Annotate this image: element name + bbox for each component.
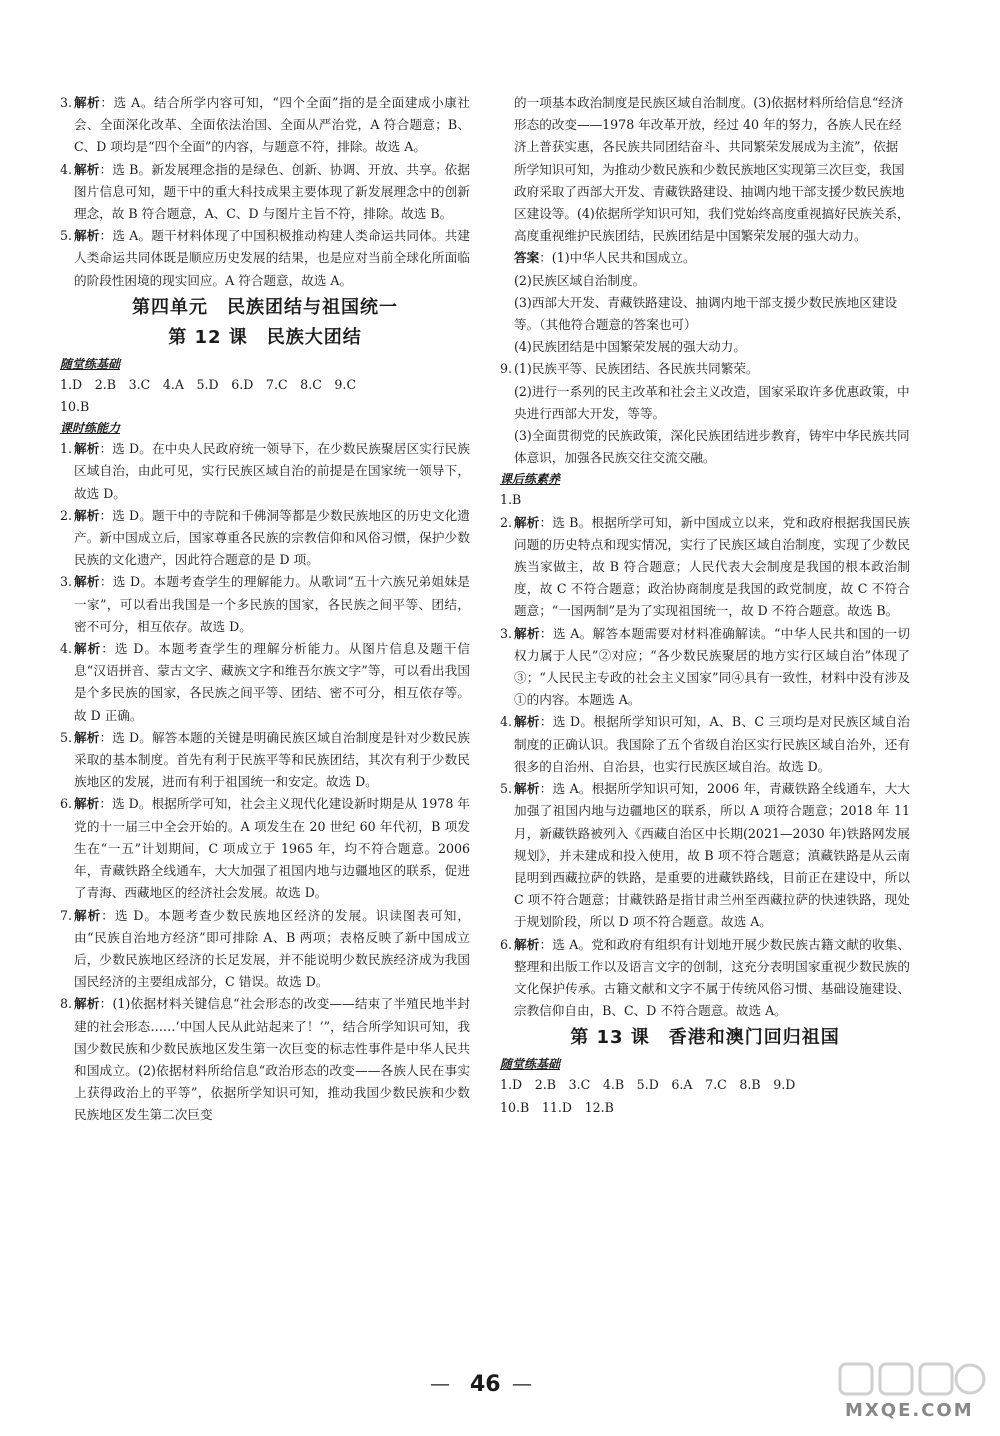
answer-key-line: 10.B 11.D 12.B — [500, 1099, 614, 1115]
explanation-item: 6. 解析：选 A。党和政府有组织有计划地开展少数民族古籍文献的收集、整理和出版工作以及语言文字的创制，这充分表明国家重视少数民族的文化保护传承。古籍文献和文字不属于传统风俗习惯、基础设施建设、宗教信仰自由，B、C、D 不符合题意。故选 A。 — [500, 936, 910, 1019]
lesson-13-title: 第 13 课 香港和澳门回归祖国 — [570, 1027, 840, 1049]
answer-line: (3)西部大开发、青藏铁路建设、抽调内地干部支援少数民族地区建设等。（其他符合题意的答案也可） — [514, 294, 898, 333]
section-heading-literacy: 课后练素养 — [500, 472, 561, 487]
explanation-item: 5. 解析：选 D。解答本题的关键是明确民族区域自治制度是针对少数民族采取的基本制度。首先有利于民族平等和民族团结，其次有利于少数民族地区的发展，进而有利于祖国统一和安定。故选 D。 — [60, 729, 470, 790]
answer-key-line: 10.B — [60, 399, 90, 415]
answer-line: (2)进行一系列的民主改革和社会主义改造，国家采取许多优惠政策，中央进行西部大开发，等等。 — [514, 383, 910, 421]
explanation-item: 4. 解析：选 D。本题考查学生的理解分析能力。从图片信息及题干信息“汉语拼音、蒙古文字、藏族文字和维吾尔族文字”等，可以看出我国是个多民族的国家，各民族之间平等、团结、密不可分，相互依存等。故 D 正确。 — [60, 641, 471, 723]
page-dash-right: — — [512, 1371, 532, 1395]
section-heading-basic: 随堂练基础 — [500, 1057, 561, 1072]
explanation-item: 4. 解析：选 D。根据所学知识可知，A、B、C 三项均是对民族区域自治制度的正确认识。我国除了五个省级自治区实行民族区域自治外，还有很多的自治州、自治县，也实行民族区域自治。故选 D。 — [500, 714, 910, 774]
right-column — [500, 92, 910, 1119]
explanation-item: 6. 解析：选 D。根据所学可知，社会主义现代化建设新时期是从 1978 年党的十一届三中全会开始的。A 项发生在 20 世纪 60 年代初，B 项发生在“一五”计划期间，C 项成立于 1965 年，均不符合题意。2006 年，青藏铁路全线通车，大大加强了祖国内地与边疆地区的联系，促进了青海、西藏地区的经济社会发展。故选 D。 — [60, 796, 470, 901]
answer-key-line: 1.D 2.B 3.C 4.A 5.D 6.D 7.C 8.C 9.C — [60, 376, 357, 392]
question-9-answer: 9. (1)民族平等、民族团结、各民族共同繁荣。 — [500, 361, 759, 377]
left-pre-item-4: 4. 解析：选 B。新发展理念指的是绿色、创新、协调、开放、共享。依据图片信息可知，题干中的重大科技成果主要体现了新发展理念中的创新理念，故 B 符合题意，A、C、D 与图片主旨不符，排除。故选 B。 — [60, 161, 471, 222]
section-heading-basic: 随堂练基础 — [60, 356, 121, 371]
answer-line: (2)民族区域自治制度。 — [514, 272, 646, 288]
explanation-item: 3. 解析：选 D。本题考查学生的理解能力。从歌词“五十六族兄弟姐妹是一家”，可以看出我国是一个多民族的国家，各民族之间平等、团结，密不可分，相互依存。故选 D。 — [60, 574, 471, 634]
answer-line: (3)全面贯彻党的民族政策，深化民族团结进步教育，铸牢中华民族共同体意识，加强各民族交往交流交融。 — [514, 428, 910, 466]
page-dash-left: — — [430, 1371, 450, 1395]
explanation-item: 3. 解析：选 A。解答本题需要对材料准确解读。“中华人民共和国的一切权力属于人民”②对应；“各少数民族聚居的地方实行区域自治”体现了③；“人民民主专政的社会主义国家”同④具有一致性，材料中没有涉及①的内容。本题选 A。 — [500, 625, 910, 708]
explanation-item: 1. 解析：选 D。在中央人民政府统一领导下，在少数民族聚居区实行民族区域自治，由此可见，实行民族区域自治的前提是在国家统一领导下，故选 D。 — [60, 441, 470, 501]
watermark-text: MXQE.COM — [845, 1400, 974, 1421]
answer-line: (4)民族团结是中国繁荣发展的强大动力。 — [514, 339, 746, 355]
left-pre-item-5: 5. 解析：选 A。题干材料体现了中国积极推动构建人类命运共同体。共建人类命运共同体既是顺应历史发展的结果，也是应对当前全球化所面临的阶段性困境的现实回应。A 符合题意，故选 A。 — [60, 228, 470, 288]
answer-key-line: 1.B — [500, 492, 522, 508]
explanation-item: 2. 解析：选 B。根据所学可知，新中国成立以来，党和政府根据我国民族问题的历史特点和现实情况，实行了民族区域自治制度，实现了少数民族当家做主，故 B 符合题意；人民代表大会制度是我国的根本政治制度，故 C 不符合题意；政治协商制度是我国的政党制度，故 C 不符合题意；“一国两制”是为了实现祖国统一，故 D 不符合题意。故选 B。 — [500, 514, 911, 619]
explanation-item: 7. 解析：选 D。本题考查少数民族地区经济的发展。识读图表可知，由“民族自治地方经济”即可排除 A、B 两项；表格反映了新中国成立后，少数民族地区经济的长足发展，并不能说明少数民族经济成为我国国民经济的主要组成部分，C 错误。故选 D。 — [60, 907, 471, 990]
unit-title: 第四单元 民族团结与祖国统一 — [132, 296, 398, 318]
answer-key-line: 1.D 2.B 3.C 4.B 5.D 6.A 7.C 8.B 9.D — [500, 1077, 796, 1093]
explanation-item: 2. 解析：选 D。题干中的寺院和千佛洞等都是少数民族地区的历史文化遗产。新中国成立后，国家尊重各民族的宗教信仰和风俗习惯，保护少数民族的文化遗产，因此符合题意的是 D 项。 — [60, 507, 470, 568]
explanation-item: 8. 解析：(1)依据材料关键信息“社会形态的改变——结束了半殖民地半封建的社会形态……‘中国人民从此站起来了！’”，结合所学知识可知，我国少数民族和少数民族地区发生第一次巨变的标志性事件是中华人民共和国成立。(2)依据材料所给信息“政治形态的改变——各族人民在事实上获得政治上的平等”，依据所学知识可知，推动我国少数民族和少数民族地区发生第二次巨变 — [60, 996, 471, 1123]
left-column — [60, 92, 470, 1127]
answer-block: 答案：(1)中华人民共和国成立。 — [514, 250, 696, 266]
page-number: 46 — [470, 1372, 501, 1397]
lesson-12-title: 第 12 课 民族大团结 — [168, 326, 362, 348]
section-heading-ability: 课时练能力 — [60, 421, 121, 436]
explanation-continuation: 的一项基本政治制度是民族区域自治制度。(3)依据材料所给信息“经济形态的改变——1978 年改革开放，经过 40 年的努力，各族人民在经济上普获实惠，各民族共同团结奋斗、共同繁荣发展成为主流”，依据所学知识可知，为推动少数民族和少数民族地区实现第三次巨变，我国政府采取了西部大开发、青藏铁路建设、抽调内地干部支援少数民族地区建设等。(4)依据所学知识可知，我们党始终高度重视搞好民族关系，高度重视维护民族团结，民族团结是中国繁荣发展的强大动力。 — [514, 95, 910, 244]
left-pre-item-3: 3. 解析：选 A。结合所学内容可知，“四个全面”指的是全面建成小康社会、全面深化改革、全面依法治国、全面从严治党，A 符合题意；B、C、D 项均是“四个全面”的内容，与题意不符，排除。故选 A。 — [60, 95, 470, 155]
explanation-item: 5. 解析：选 A。根据所学知识可知，2006 年，青藏铁路全线通车，大大加强了祖国内地与边疆地区的联系，所以 A 项符合题意；2018 年 11 月，新藏铁路被列入《西藏自治区中长期(2021—2030 年)铁路网发展规划》，并未建成和投入使用，故 B 项不符合题意；滇藏铁路是从云南昆明到西藏拉萨的铁路，是重要的进藏铁路线，目前正在建设中，所以 C 项不符合题意；甘藏铁路是指甘肃兰州至西藏拉萨的快速铁路，现处于规划阶段，所以 D 项不符合题意。故选 A。 — [500, 781, 911, 930]
